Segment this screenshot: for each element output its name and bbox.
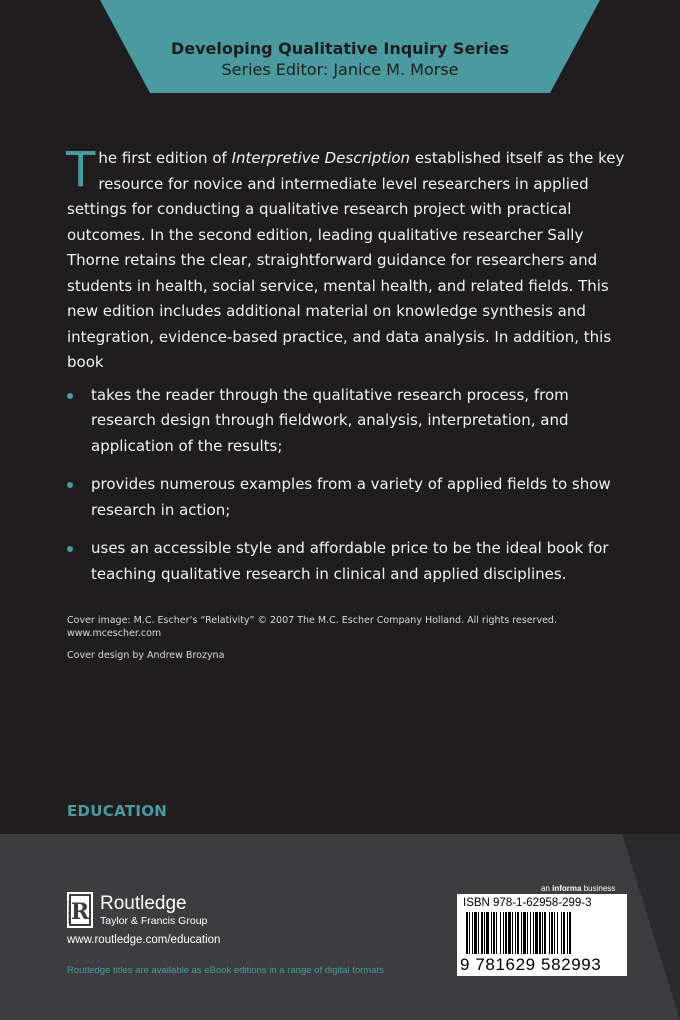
intro-paragraph [66,142,627,376]
barcode-bar [567,912,568,954]
barcode-bars [466,912,618,954]
barcode-bar [505,912,507,954]
publisher-group: Taylor & Francis Group [100,915,208,927]
barcode-bar [515,912,516,954]
bullet-icon [67,482,73,488]
cover-design-credit: Cover design by Andrew Brozyna [67,650,225,661]
barcode-bar [535,912,538,954]
barcode-bar [557,912,558,954]
series-title: Developing Qualitative Inquiry Series [170,39,510,58]
barcode-bar [493,912,495,954]
series-banner-text [0,38,680,81]
feature-list [67,383,627,588]
series-editor: Series Editor: Janice M. Morse [221,60,459,79]
publisher-name: Routledge [100,893,187,914]
list-item: takes the reader through the qualitative research process, from research design through fieldwork, analysis, interpretation, and application of the results; [67,383,627,460]
barcode-bar [512,912,513,954]
barcode-bar [544,912,546,954]
list-item: uses an accessible style and affordable price to be the ideal book for teaching qualitative research in clinical and applied disciplines. [67,536,627,587]
barcode-bar [469,912,470,954]
barcode-bar [500,912,501,954]
routledge-logo-icon [67,892,93,928]
barcode-bar [472,912,473,954]
ebook-note: Routledge titles are available as eBook editions in a range of digital formats [67,965,384,976]
publisher-website: www.routledge.com/education [67,934,221,946]
barcode-bar [503,912,504,954]
barcode-bar [517,912,519,954]
barcode-bar [561,912,562,954]
barcode-bar [491,912,492,954]
logo-vertical-text: ROUTLEDGE [67,900,72,923]
credits [67,614,647,671]
barcode-bar [484,912,485,954]
barcode-bar [539,912,541,954]
cover-image-credit: Cover image: M.C. Escher’s “Relativity” © 2007 The M.C. Escher Company Holland. All rights reserved. www.mcescher.com [67,615,557,639]
barcode-bar [542,912,543,954]
publisher-brand [100,893,207,928]
barcode-bar [533,912,534,954]
barcode-bar [530,912,531,954]
barcode-bar [486,912,489,954]
barcode-number: 9 781629 582993 [460,955,602,974]
barcode-bar [466,912,468,954]
intro-text-rest: established itself as the key resource for novice and intermediate level researchers in applied settings for conducting a qualitative research project with practical outcomes. In the second edition, leading qualitative researcher Sally Thorne retains the clear, straightforward guidance for researchers and students in health, social service, mental health, and related fields. This new edition includes additional material on knowledge synthesis and integration, evidence-based practice, and data analysis. In addition, this book [67,149,625,371]
barcode-bar [496,912,497,954]
blurb [66,142,627,600]
barcode-bar [521,912,522,954]
barcode-bar [549,912,550,954]
bullet-icon [67,546,73,552]
barcode-bar [474,912,477,954]
barcode-bar [478,912,479,954]
barcode [457,894,627,976]
barcode-bar [551,912,553,954]
barcode-bar [563,912,565,954]
category-label: EDUCATION [67,802,168,820]
barcode-bar [527,912,528,954]
barcode-bar [523,912,526,954]
book-title: Interpretive Description [231,149,411,167]
intro-text-start: he first edition of [98,149,232,167]
barcode-bar [508,912,511,954]
barcode-bar [554,912,555,954]
logo-letter: R [70,899,90,925]
barcode-bar [569,912,571,954]
isbn-label: ISBN 978-1-62958-299-3 [463,897,592,909]
bullet-icon [67,393,73,399]
list-item: provides numerous examples from a variety of applied fields to show research in action; [67,472,627,523]
barcode-bar [481,912,483,954]
informa-tagline: an informa business [541,884,616,893]
drop-cap: T [66,142,96,198]
